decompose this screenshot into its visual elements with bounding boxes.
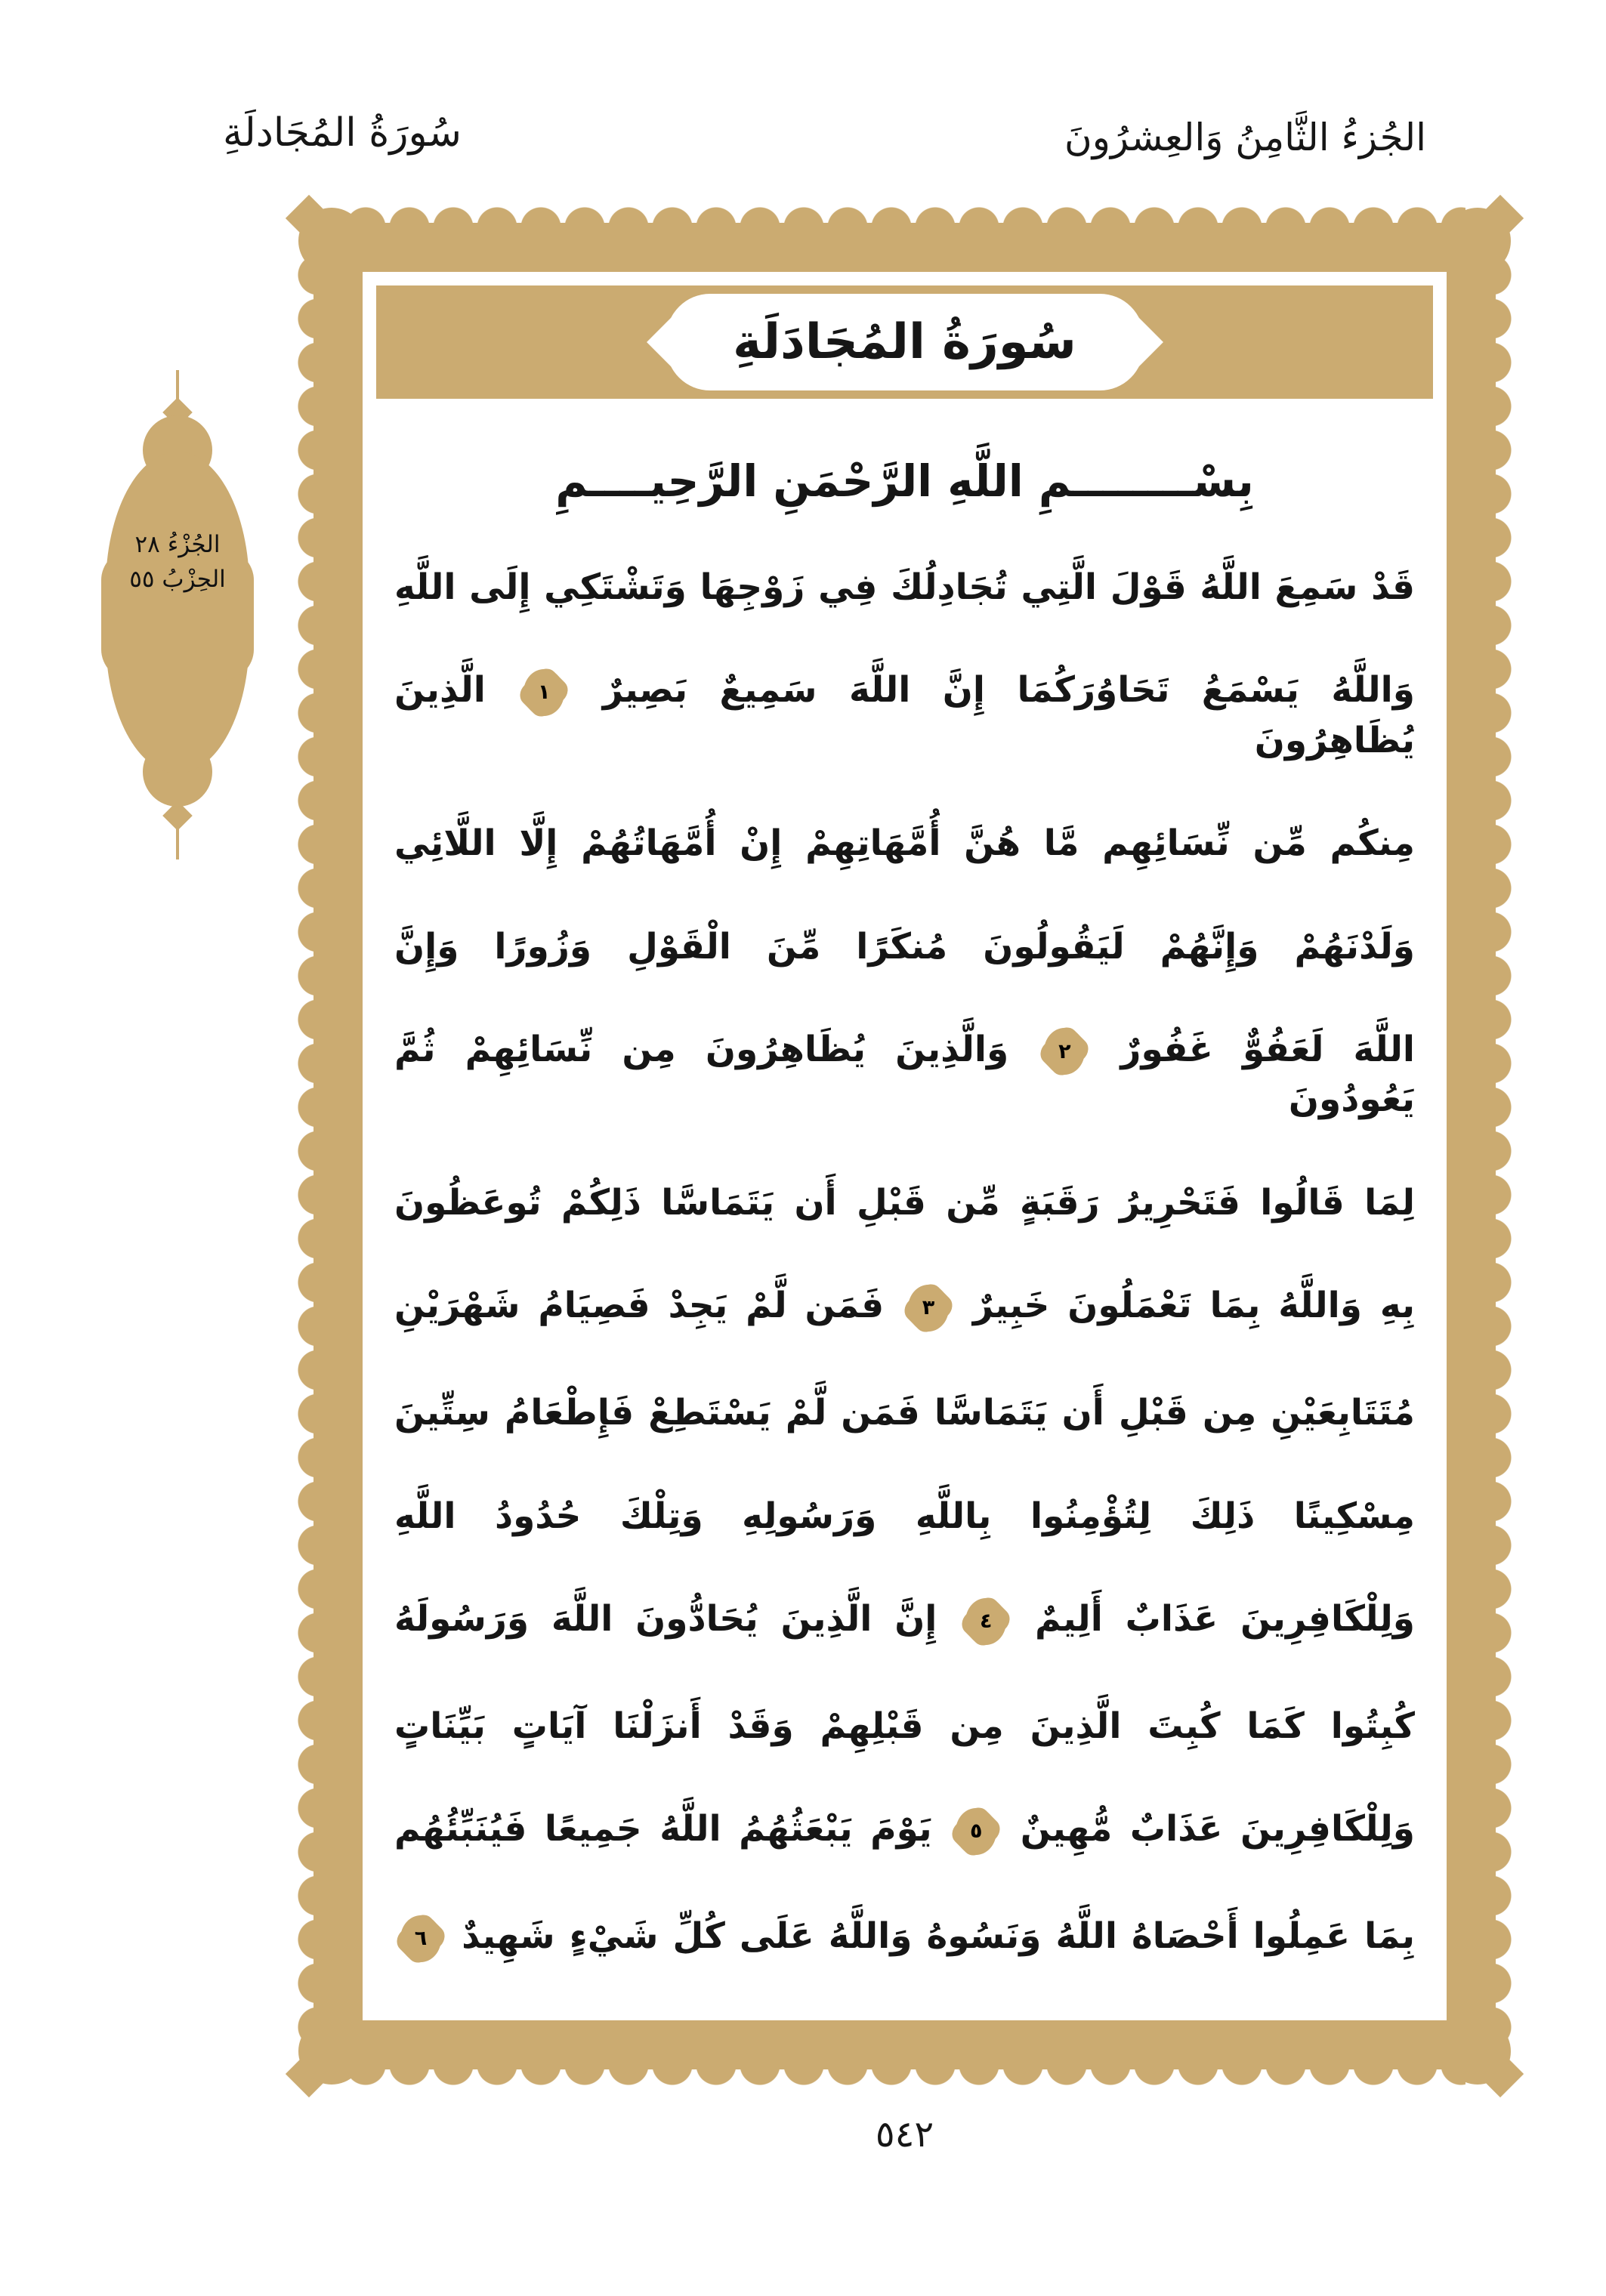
verse-end-marker [906, 1283, 950, 1333]
medallion-labels [97, 527, 258, 597]
ayah-text: اللَّهَ لَعَفُوٌّ غَفُورٌ [1120, 1028, 1415, 1070]
verse-number: ٣ [922, 1296, 935, 1320]
verse-end-marker [964, 1597, 1008, 1646]
juz-number-label: الجُزْءُ ٢٨ [134, 531, 221, 558]
ayah-text: وَلِلْكَافِرِينَ عَذَابٌ مُّهِينٌ [1020, 1808, 1415, 1850]
quran-line-5 [394, 1026, 1415, 1123]
verse-number: ٤ [979, 1609, 993, 1633]
verse-number: ١ [538, 680, 551, 705]
ayah-text: مِسْكِينًا ذَلِكَ لِتُؤْمِنُوا بِاللَّهِ وَرَسُولِهِ وَتِلْكَ حُدُودُ اللَّهِ [394, 1495, 1415, 1537]
page-number: ٥٤٢ [875, 2113, 934, 2156]
ayah-text: مُتَتَابِعَيْنِ مِن قَبْلِ أَن يَتَمَاسَّا فَمَن لَّمْ يَسْتَطِعْ فَإِطْعَامُ سِتِّينَ [394, 1392, 1415, 1434]
ayah-text: بِمَا عَمِلُوا أَحْصَاهُ اللَّهُ وَنَسُوهُ وَاللَّهُ عَلَى كُلِّ شَيْءٍ شَهِيدٌ [462, 1915, 1415, 1958]
verse-number: ٢ [1058, 1039, 1071, 1063]
quran-line-1 [394, 564, 1415, 610]
cartouche-end-ornament [647, 316, 698, 368]
ayah-text: بِهِ وَاللَّهُ بِمَا تَعْمَلُونَ خَبِيرٌ [972, 1285, 1415, 1327]
ayah-text: فَمَن لَّمْ يَجِدْ فَصِيَامُ شَهْرَيْنِ [394, 1285, 885, 1327]
quran-text-block [363, 399, 1447, 2020]
ayah-text: وَاللَّهُ يَسْمَعُ تَحَاوُرَكُمَا إِنَّ اللَّهَ سَمِيعٌ بَصِيرٌ [602, 669, 1415, 711]
quran-line-9 [394, 1493, 1415, 1539]
ayah-text: مِنكُم مِّن نِّسَائِهِم مَّا هُنَّ أُمَّهَاتِهِمْ إِنْ أُمَّهَاتُهُمْ إِلَّا اللَّائِي [394, 822, 1415, 865]
juz-hizb-medallion [97, 370, 258, 859]
frame-inner-area [363, 272, 1447, 2020]
quran-line-3 [394, 820, 1415, 866]
quran-line-2 [394, 667, 1415, 764]
ayah-text: لِمَا قَالُوا فَتَحْرِيرُ رَقَبَةٍ مِّن قَبْلِ أَن يَتَمَاسَّا ذَلِكُمْ تُوعَظُونَ [394, 1181, 1415, 1224]
quran-line-6 [394, 1180, 1415, 1226]
ayah-text: يَوْمَ يَبْعَثُهُمُ اللَّهُ جَمِيعًا فَيُنَبِّئُهُم [394, 1808, 932, 1850]
ayah-text: وَلِلْكَافِرِينَ عَذَابٌ أَلِيمٌ [1035, 1598, 1415, 1640]
verse-end-marker [399, 1914, 443, 1964]
quran-line-4 [394, 924, 1415, 970]
ayah-text: وَالَّذِينَ يُظَاهِرُونَ مِن نِّسَائِهِمْ ثُمَّ يَعُودُونَ [394, 1028, 1415, 1121]
ayah-text: إِنَّ الَّذِينَ يُحَادُّونَ اللَّهَ وَرَسُولَهُ [394, 1598, 937, 1640]
surah-title-band [376, 285, 1433, 399]
verse-end-marker [1042, 1026, 1086, 1076]
ayah-text: وَلَدْنَهُمْ وَإِنَّهُمْ لَيَقُولُونَ مُنكَرًا مِّنَ الْقَوْلِ وَزُورًا وَإِنَّ [394, 925, 1415, 967]
quran-line-13 [394, 1913, 1415, 1964]
surah-title: سُورَةُ المُجَادَلَةِ [733, 314, 1076, 370]
quran-line-7 [394, 1282, 1415, 1333]
verse-number: ٦ [414, 1927, 428, 1951]
cartouche-end-ornament [1112, 316, 1163, 368]
ayah-text: كُبِتُوا كَمَا كُبِتَ الَّذِينَ مِن قَبْلِهِمْ وَقَدْ أَنزَلْنَا آيَاتٍ بَيِّنَاتٍ [394, 1705, 1415, 1747]
quran-line-8 [394, 1390, 1415, 1436]
verse-number: ٥ [969, 1819, 983, 1844]
quran-line-11 [394, 1703, 1415, 1749]
ayah-text: قَدْ سَمِعَ اللَّهُ قَوْلَ الَّتِي تُجَادِلُكَ فِي زَوْجِهَا وَتَشْتَكِي إِلَى اللَّهِ [394, 566, 1415, 608]
quran-line-10 [394, 1596, 1415, 1646]
verse-end-marker [522, 668, 566, 718]
ayah-text: الَّذِينَ يُظَاهِرُونَ [394, 669, 1415, 761]
page-border-frame [291, 200, 1518, 2092]
juz-name-header: الجُزءُ الثَّامِنُ وَالعِشرُونَ [1064, 116, 1426, 159]
verse-end-marker [954, 1807, 998, 1856]
bismillah: بِسْــــــــمِ اللَّهِ الرَّحْمَنِ الرَّحِيــــمِ [555, 455, 1254, 508]
surah-title-cartouche [666, 294, 1144, 390]
quran-line-12 [394, 1806, 1415, 1856]
surah-name-header: سُورَةُ المُجَادلَةِ [223, 110, 462, 156]
hizb-number-label: الحِزْبُ ٥٥ [129, 566, 226, 593]
